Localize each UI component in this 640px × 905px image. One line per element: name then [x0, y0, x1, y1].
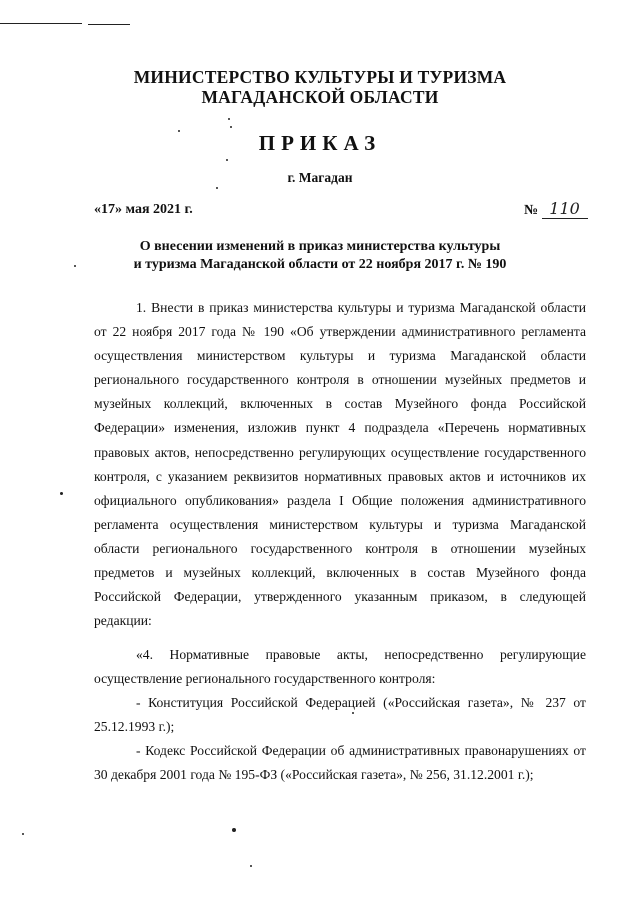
document-type-title: ПРИКАЗ	[258, 131, 382, 155]
scan-speck	[226, 159, 228, 161]
scan-speck	[22, 833, 24, 835]
ministry-name-line-2: МАГАДАНСКОЙ ОБЛАСТИ	[201, 87, 439, 107]
scan-speck	[216, 187, 218, 189]
order-number	[524, 199, 588, 219]
list-item-constitution: - Конституция Российской Федерацией («Российская газета», № 237 от 25.12.1993 г.);	[94, 695, 586, 735]
scan-line	[88, 24, 130, 25]
paragraph-normative-acts: «4. Нормативные правовые акты, непосредственно регулирующие осуществление регионального государственного контроля:	[94, 647, 586, 687]
paragraph-amendment: 1. Внести в приказ министерства культуры и туризма Магаданской области от 22 ноября 2017 года № 190 «Об утверждении административного регламента осуществления министерством культуры и туризма Магаданской области регионального государственного контроля в отношении музейных предметов и музейных коллекций, включенных в состав Музейного фонда Российской Федерации» изменения, изложив пункт 4 подраздела «Перечень нормативных правовых актов, непосредственно регулирующих осуществление государственного контроля, с указанием реквизитов нормативных правовых актов и источников их официального опубликования» раздела I Общие положения административного регламента осуществления министерством культуры и туризма Магаданской области регионального государственного контроля в отношении музейных предметов и музейных коллекций, включенных в состав Музейного фонда Российской Федерации, утвержденного указанным приказом, в следующей редакции:	[94, 300, 586, 629]
order-number-value: 110	[542, 199, 588, 219]
subject-line-1: О внесении изменений в приказ министерства культуры	[139, 239, 501, 254]
scan-speck	[178, 130, 180, 132]
scan-speck	[230, 126, 232, 128]
scan-speck	[352, 712, 354, 714]
scan-speck	[60, 492, 63, 495]
scan-speck	[232, 828, 236, 832]
list-item-administrative-code: - Кодекс Российской Федерации об административных правонарушениях от 30 декабря 2001 года № 195-ФЗ («Российская газета», № 256, 31.12.2001 г.);	[94, 743, 586, 783]
number-sign: №	[524, 203, 539, 218]
scan-speck	[228, 118, 230, 120]
scan-speck	[74, 265, 76, 267]
city-name: г. Магадан	[287, 170, 353, 185]
scan-speck	[250, 865, 252, 867]
order-date: «17» мая 2021 г.	[94, 202, 193, 217]
ministry-name-line-1: МИНИСТЕРСТВО КУЛЬТУРЫ И ТУРИЗМА	[133, 67, 507, 87]
subject-line-2: и туризма Магаданской области от 22 ноября 2017 г. № 190	[133, 257, 507, 272]
scan-line	[0, 23, 82, 24]
